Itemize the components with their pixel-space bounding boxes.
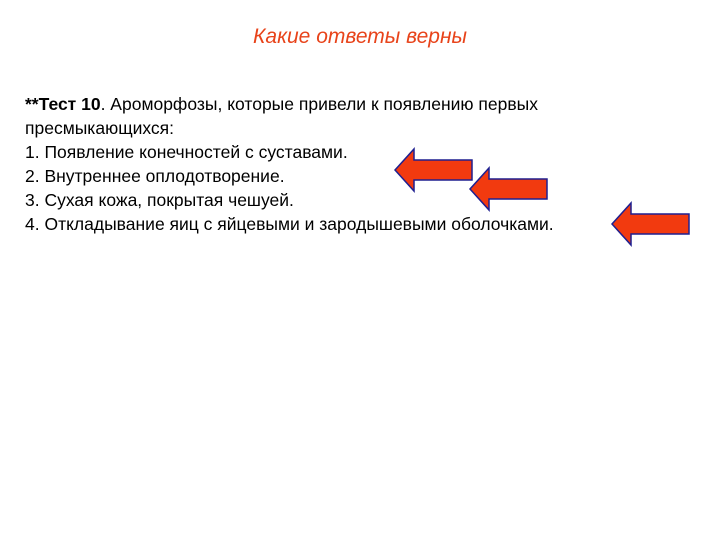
slide-title: Какие ответы верны: [253, 25, 467, 48]
left-arrow-icon: [469, 166, 549, 212]
question-text: . Ароморфозы, которые привели к появлению первых: [100, 94, 538, 114]
answer-option-3: 3. Сухая кожа, покрытая чешуей.: [25, 190, 294, 210]
left-arrow-icon: [394, 147, 474, 193]
question-text-continued: пресмыкающихся:: [25, 118, 175, 138]
answer-option-1: 1. Появление конечностей с суставами.: [25, 142, 348, 162]
left-arrow-icon: [611, 201, 691, 247]
question-line-1: [25, 92, 715, 116]
answer-option-2: 2. Внутреннее оплодотворение.: [25, 166, 285, 186]
test-label: **Тест 10: [25, 94, 101, 114]
answer-option-4: 4. Откладывание яиц с яйцевыми и зародышевыми оболочками.: [25, 214, 554, 234]
